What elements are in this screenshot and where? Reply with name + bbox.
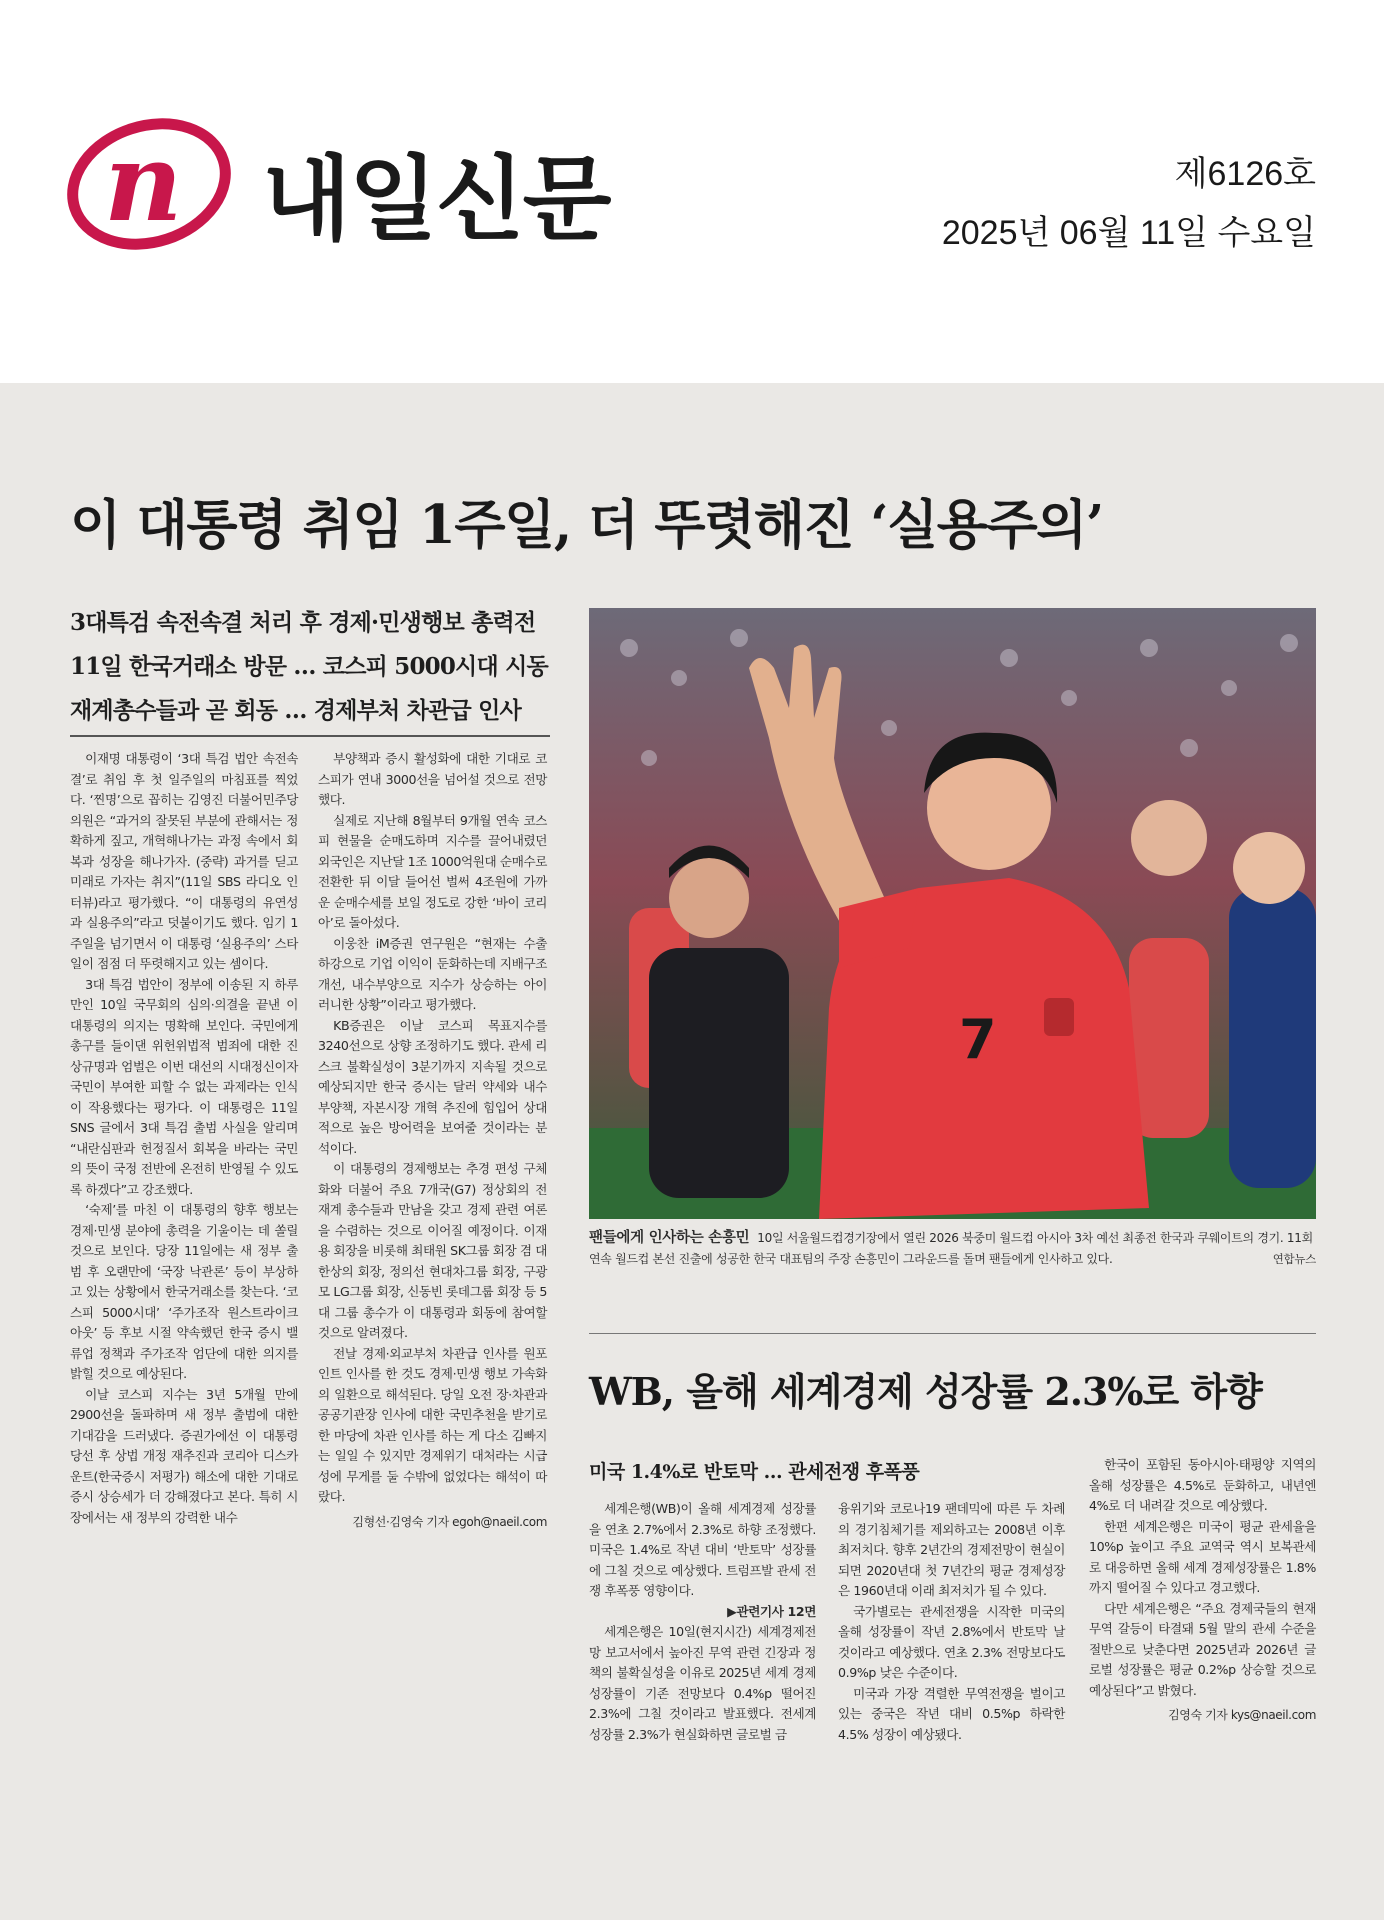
paragraph: 융위기와 코로나19 팬데믹에 따른 두 차례의 경기침체기를 제외하고는 2008년 이후 최저치다. 향후 2년간의 경제전망이 현실이 되면 2020년대 첫 7년간의 평균 경제성장은 1960년대 이래 최저치가 될 수 있다. [838, 1501, 1065, 1598]
divider [589, 1333, 1316, 1334]
paragraph: 세계은행(WB)이 올해 세계경제 성장률을 연초 2.7%에서 2.3%로 하향 조정했다. 미국은 1.4%로 작년 대비 ‘반토막’ 성장률에 그칠 것으로 예상했다. 트럼프발 관세 전쟁 후폭풍 영향이다. [589, 1501, 816, 1598]
masthead [0, 0, 1384, 383]
paragraph: 국가별로는 관세전쟁을 시작한 미국의 올해 성장률이 작년 2.8%에서 반토막 날 것이라고 예상했다. 연초 2.3% 전망보다도 0.9%p 낮은 수준이다. [838, 1603, 1065, 1680]
paragraph: 이웅찬 iM증권 연구원은 “현재는 수출 하강으로 기업 이익이 둔화하는데 지배구조 개선, 내수부양으로 지수가 상승하는 아이러니한 상황”이라고 평가했다. [318, 935, 547, 1012]
paragraph: 이날 코스피 지수는 3년 5개월 만에 2900선을 돌파하며 새 정부 출범에 대한 기대감을 드러냈다. 증권가에선 이 대통령 당선 후 상법 개정 재추진과 코리아 디스카운트(한국증시 저평가) 해소에 대한 기대로 증시 상승세가 더 강해졌다고 본다. 특히 시장에서는 새 정부의 강력한 내수 [70, 1386, 298, 1525]
front-page [0, 383, 1384, 1920]
naeil-logo-icon [64, 112, 234, 252]
lead-subhead: 3대특검 속전속결 처리 후 경제·민생행보 총력전 [70, 609, 536, 636]
lead-column-1 [70, 749, 298, 1528]
paragraph: 부양책과 증시 활성화에 대한 기대로 코스피가 연내 3000선을 넘어설 것으로 전망했다. [318, 751, 547, 807]
paragraph: 다만 세계은행은 “주요 경제국들의 현재 무역 갈등이 타결돼 5월 말의 관세 수준을 절반으로 낮춘다면 2025년과 2026년 글로벌 성장률은 평균 0.2%p 상승할 것으로 예상된다”고 밝혔다. [1089, 1600, 1316, 1698]
paragraph: 세계은행은 10일(현지시간) 세계경제전망 보고서에서 높아진 무역 관련 긴장과 정책의 불확실성을 이유로 2025년 세계 경제 성장률이 기존 전망보다 0.4%p 떨어진 2.3%에 그칠 것이라고 발표했다. 전세계 성장률 2.3%가 현실화하면 글로벌 금 [589, 1624, 816, 1742]
issue-number: 제6126호 [1174, 155, 1316, 193]
jersey-number: 7 [959, 1008, 997, 1071]
divider [70, 735, 550, 737]
news-photo [589, 608, 1316, 1219]
lead-column-2 [318, 749, 547, 1532]
paragraph: 이재명 대통령이 ‘3대 특검 법안 속전속결’로 취임 후 첫 일주일의 마침표를 찍었다. ‘찐명’으로 꼽히는 김영진 더불어민주당 의원은 “과거의 잘못된 부분에 관해서는 정확하게 짚고, 개혁해나가는 과정 속에서 회복과 성장을 해나가자. (중략) 과거를 딛고 미래로 가자는 취지”(11일 SBS 라디오 인터뷰)라고 평가했다. “이 대통령의 유연성과 실용주의”라고 덧붙이기도 했다. 임기 1주일을 넘기면서 이 대통령 ‘실용주의’ 스타일이 점점 더 뚜렷해지고 있는 셈이다. [70, 751, 298, 971]
lead-byline: 김형선·김영숙 기자 egoh@naeil.com [352, 1514, 547, 1529]
second-headline: WB, 올해 세계경제 성장률 2.3%로 하향 [589, 1369, 1262, 1414]
lead-subheads [70, 601, 550, 733]
photo-caption [589, 1228, 1316, 1270]
second-column-1 [589, 1499, 816, 1745]
lead-subhead: 재계총수들과 곧 회동 … 경제부처 차관급 인사 [70, 697, 521, 724]
second-column-2 [838, 1499, 1065, 1745]
logo-letter: n [104, 120, 183, 246]
lead-headline: 이 대통령 취임 1주일, 더 뚜렷해진 ‘실용주의’ [70, 494, 1103, 556]
paragraph: 한편 세계은행은 미국이 평균 관세율을 10%p 높이고 주요 교역국 역시 보복관세로 대응하면 올해 세계 경제성장률은 1.8%까지 떨어질 수 있다고 경고했다. [1089, 1518, 1316, 1595]
paragraph: KB증권은 이날 코스피 목표지수를 3240선으로 상향 조정하기도 했다. 관세 리스크 불확실성이 3분기까지 지속될 것으로 예상되지만 한국 증시는 달러 약세와 내수 부양책, 자본시장 개혁 추진에 힘입어 상대적으로 높은 방어력을 보여줄 것이라는 분석이다. [318, 1017, 547, 1156]
second-column-3 [1089, 1455, 1316, 1726]
issue-date: 2025년 06월 11일 수요일 [941, 214, 1316, 252]
paragraph: 실제로 지난해 8월부터 9개월 연속 코스피 현물을 순매도하며 지수를 끌어내렸던 외국인은 지난달 1조 1000억원대 순매수로 전환한 뒤 이달 들어선 벌써 4조원에 가까운 순매수세를 보일 정도로 강한 ‘바이 코리아’로 돌아섰다. [318, 812, 547, 930]
second-subhead: 미국 1.4%로 반토막 … 관세전쟁 후폭풍 [589, 1461, 920, 1483]
paragraph: 3대 특검 법안이 정부에 이송된 지 하루 만인 10일 국무회의 심의·의결을 끝낸 이 대통령의 의지는 명확해 보인다. 국민에게 총구를 들이댄 위헌위법적 범죄에 대한 진상규명과 엄벌은 이번 대선의 시대정신이자 국민이 부여한 피할 수 없는 과제라는 인식이 작용했다는 평가다. 이 대통령은 11일 SNS 글에서 3대 특검 출범 사실을 알리며 “내란심판과 헌정질서 회복을 바라는 국민의 뜻이 국정 전반에 온전히 반영될 수 있도록 하겠다”고 강조했다. [70, 976, 298, 1197]
photo-credit: 연합뉴스 [1272, 1252, 1316, 1266]
paragraph: 한국이 포함된 동아시아·태평양 지역의 올해 성장률은 4.5%로 둔화하고, 내년엔 4%로 더 내려갈 것으로 예상했다. [1089, 1457, 1316, 1513]
lead-subhead: 11일 한국거래소 방문 … 코스피 5000시대 시동 [70, 653, 548, 680]
paragraph: 이 대통령의 경제행보는 추경 편성 구체화와 더불어 주요 7개국(G7) 정상회의 전 재계 총수들과 만남을 갖고 경제 관련 여론을 수렴하는 것으로 이어질 예정이다. 이재용 회장을 비롯해 최태원 SK그룹 회장 겸 대한상의 회장, 정의선 현대차그룹 회장, 구광모 LG그룹 회장, 신동빈 롯데그룹 회장 등 5대 그룹 총수가 이 대통령과 회동에 참여할 것으로 알려졌다. [318, 1161, 547, 1340]
caption-title: 팬들에게 인사하는 손흥민 [589, 1230, 750, 1246]
newspaper-name: 내일신문 [262, 146, 610, 253]
related-article-link[interactable]: ▶관련기사 12면 [727, 1603, 816, 1619]
second-byline: 김영숙 기자 kys@naeil.com [1168, 1708, 1316, 1722]
paragraph: ‘숙제’를 마친 이 대통령의 향후 행보는 경제·민생 분야에 총력을 기울이는 데 쏠릴 것으로 보인다. 당장 11일에는 새 정부 출범 후 오랜만에 ‘국장 낙관론’ 등이 부상하고 있는 상황에서 한국거래소를 찾는다. ‘코스피 5000시대’ ‘주가조작 원스트라이크 아웃’ 등 후보 시절 약속했던 한국 증시 밸류업 정책과 주가조작 엄단에 대한 의지를 밝힐 것으로 예상된다. [70, 1202, 298, 1381]
paragraph: 전날 경제·외교부처 차관급 인사를 원포인트 인사를 한 것도 경제·민생 행보 가속화의 일환으로 해석된다. 당일 오전 장·차관과 공공기관장 인사에 대한 국민추천을 받기로 한 마당에 차관 인사를 하는 게 다소 김빠지는 일일 수 있지만 경제위기 대처라는 시급성에 무게를 둘 수밖에 없었다는 해석이 따랐다. [318, 1345, 547, 1504]
paragraph: 미국과 가장 격렬한 무역전쟁을 벌이고 있는 중국은 작년 대비 0.5%p 하락한 4.5% 성장이 예상됐다. [838, 1685, 1065, 1742]
caption-text: 10일 서울월드컵경기장에서 열린 2026 북중미 월드컵 아시아 3차 예선 최종전 한국과 쿠웨이트의 경기. 11회 연속 월드컵 본선 진출에 성공한 한국 대표팀의 주장 손흥민이 그라운드를 돌며 팬들에게 인사하고 있다. [589, 1231, 1313, 1266]
